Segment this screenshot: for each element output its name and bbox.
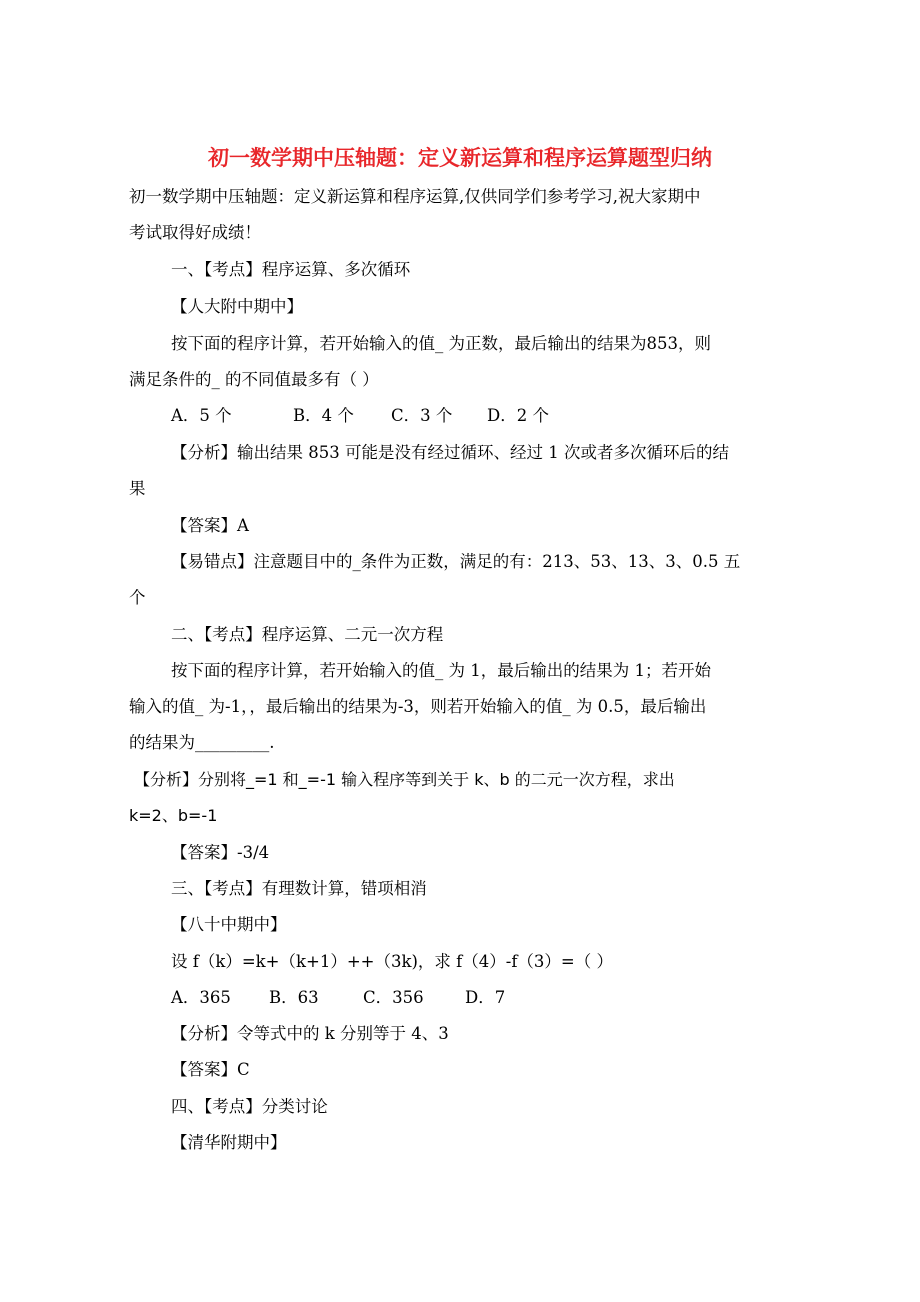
q1-heading: 一、【考点】程序运算、多次循环 (171, 260, 411, 279)
q3-option-b: B．63 (269, 988, 319, 1007)
q1-question-line-1: 按下面的程序计算，若开始输入的值_ 为正数，最后输出的结果为853，则 (171, 334, 711, 353)
q3-option-a: A．365 (171, 988, 231, 1007)
q4-heading: 四、【考点】分类讨论 (171, 1097, 328, 1116)
q1-answer: 【答案】A (171, 516, 249, 535)
q4-source: 【清华附期中】 (171, 1133, 287, 1152)
q1-pitfall-line-1: 【易错点】注意题目中的_条件为正数，满足的有：213、53、13、3、0.5 五 (171, 552, 741, 571)
q1-option-c: C．3 个 (391, 406, 453, 425)
q3-option-d: D．7 (465, 988, 506, 1007)
q1-analysis-line-2: 果 (129, 479, 146, 498)
q1-option-b: B．4 个 (293, 406, 354, 425)
q2-answer: 【答案】-3/4 (171, 843, 270, 862)
q3-answer: 【答案】C (171, 1060, 250, 1079)
q1-source: 【人大附中期中】 (171, 297, 303, 316)
q3-option-c: C．356 (363, 988, 424, 1007)
q1-option-d: D．2 个 (487, 406, 549, 425)
q2-analysis-line-2: k=2、b=-1 (129, 806, 218, 825)
q1-analysis-line-1: 【分析】输出结果 853 可能是没有经过循环、经过 1 次或者多次循环后的结 (171, 443, 729, 462)
intro-line-1: 初一数学期中压轴题：定义新运算和程序运算,仅供同学们参考学习,祝大家期中 (129, 187, 701, 206)
q2-question-line-3: 的结果为_________. (129, 733, 275, 752)
q2-analysis-line-1: 【分析】分别将_=1 和_=-1 输入程序等到关于 k、b 的二元一次方程，求出 (134, 770, 675, 789)
q3-question: 设 f（k）=k+（k+1）++（3k)，求 f（4）-f（3）=（ ） (171, 952, 614, 971)
q1-options (171, 405, 549, 427)
q2-question-line-2: 输入的值_ 为-1，，最后输出的结果为-3，则若开始输入的值_ 为 0.5，最后输出 (129, 697, 707, 716)
q2-question-line-1: 按下面的程序计算，若开始输入的值_ 为 1，最后输出的结果为 1；若开始 (171, 661, 711, 680)
q3-analysis: 【分析】令等式中的 k 分别等于 4、3 (171, 1024, 449, 1043)
q3-heading: 三、【考点】有理数计算，错项相消 (171, 879, 427, 898)
intro-line-2: 考试取得好成绩！ (129, 223, 261, 242)
q1-option-a: A．5 个 (171, 406, 232, 425)
q1-pitfall-line-2: 个 (129, 588, 146, 607)
q3-source: 【八十中期中】 (171, 915, 287, 934)
q2-heading: 二、【考点】程序运算、二元一次方程 (171, 625, 444, 644)
page-title: 初一数学期中压轴题：定义新运算和程序运算题型归纳 (208, 145, 712, 170)
q3-options (171, 987, 505, 1009)
q1-question-line-2: 满足条件的_ 的不同值最多有（ ） (129, 370, 379, 389)
